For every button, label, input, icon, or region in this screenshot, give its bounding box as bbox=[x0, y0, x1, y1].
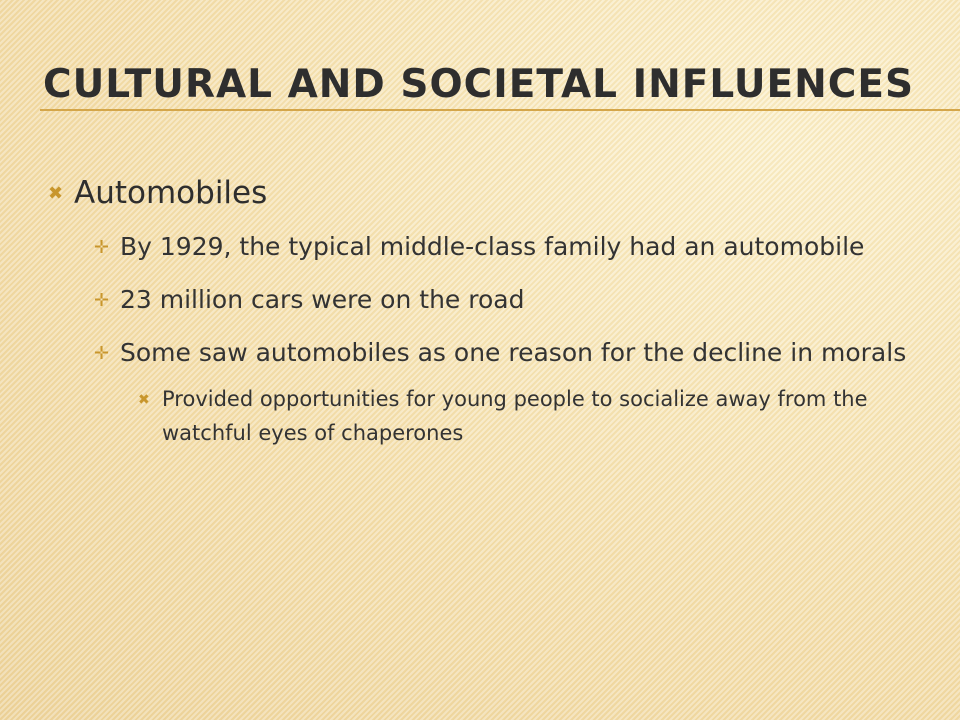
x-bullet-icon: ✖ bbox=[138, 392, 150, 408]
sub-sub-bullet-text: Provided opportunities for young people to socialize away from the watchful eyes of chaperones bbox=[162, 387, 868, 445]
sub-bullet-item bbox=[94, 282, 948, 320]
sub-bullet-text: By 1929, the typical middle-class family had an automobile bbox=[120, 232, 865, 261]
plus-bullet-icon: ✛ bbox=[94, 290, 110, 311]
bullet-text: Automobiles bbox=[74, 175, 268, 211]
sub-bullet-text: 23 million cars were on the road bbox=[120, 285, 525, 314]
plus-bullet-icon: ✛ bbox=[94, 343, 110, 364]
title-underline bbox=[40, 109, 960, 111]
x-bullet-icon: ✖ bbox=[48, 183, 64, 204]
slide-title: CULTURAL AND SOCIETAL INFLUENCES bbox=[43, 62, 915, 107]
bullet-list bbox=[48, 175, 948, 450]
sub-bullet-item bbox=[94, 229, 948, 267]
plus-bullet-icon: ✛ bbox=[94, 237, 110, 258]
sub-sub-bullet-item bbox=[138, 382, 948, 450]
sub-bullet-item bbox=[94, 335, 948, 373]
bullet-item-automobiles bbox=[48, 175, 948, 211]
sub-bullet-text: Some saw automobiles as one reason for the decline in morals bbox=[120, 338, 907, 367]
